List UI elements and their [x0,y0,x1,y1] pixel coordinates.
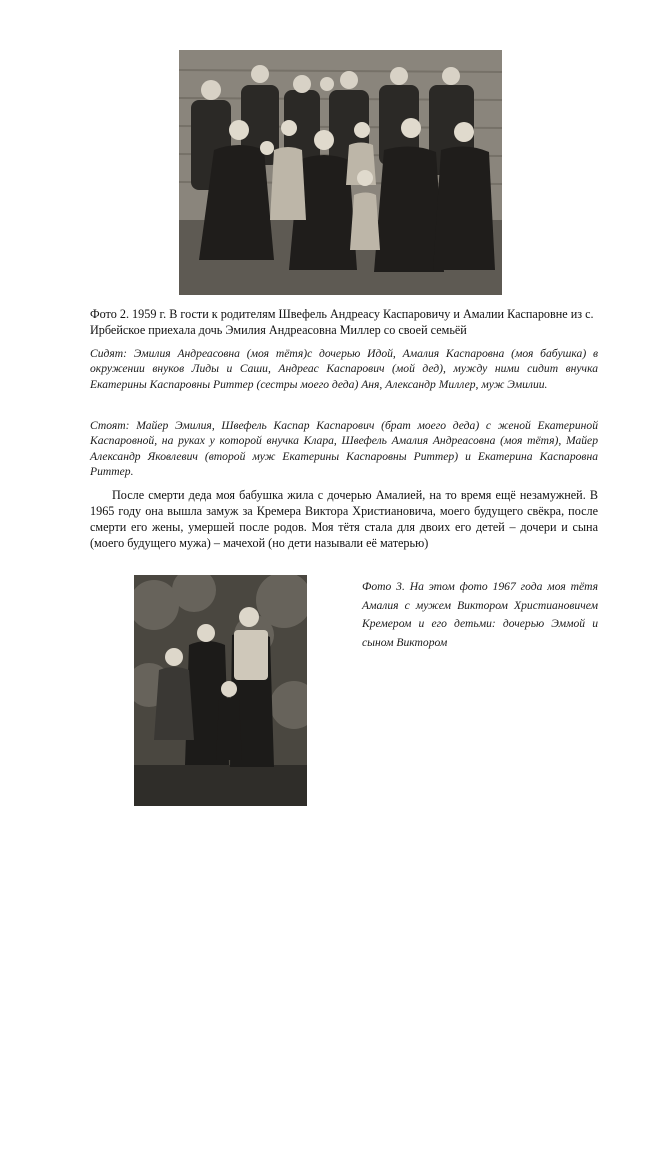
family-photo-1959 [179,50,502,295]
photo-2-caption: Фото 2. 1959 г. В гости к родителям Швефель Андреасу Каспаровичу и Амалии Каспаровне из с. Ирбейское приехала дочь Эмилия Андреасовна Миллер со своей семьёй [90,307,594,337]
body-paragraph: После смерти деда моя бабушка жила с дочерью Амалией, на то время ещё незамужней. В 1965 году она вышла замуж за Кремера Виктора Христиановича, моего будущего свёкра, после смерти его жены, умершей после родов. Моя тётя стала для двоих его детей – дочери и сына (моего будущего мужа) – мачехой (но дети называли её матерью) [90,488,598,550]
family-photo-1967-image [134,575,307,806]
photo-3-caption: Фото 3. На этом фото 1967 года моя тётя Амалия с мужем Виктором Христиановичем Кремером и его детьми: дочерью Эммой и сыном Виктором [362,580,598,649]
family-photo-1959-image [179,50,502,295]
family-photo-1967 [134,575,307,806]
photo-2-seated-description: Сидят: Эмилия Андреасовна (моя тётя)с дочерью Идой, Амалия Каспаровна (моя бабушка) в окружении внуков Лиды и Саши, Андреас Каспарович (мой дед), мужду ними сидит внучка Екатерины Каспаровны Риттер (сестры моего деда) Аня, Александр Миллер, муж Эмилии. [90,347,598,391]
photo-2-standing-description: Стоят: Майер Эмилия, Швефель Каспар Каспарович (брат моего деда) с женой Екатериной Каспаровной, на руках у которой внучка Клара, Швефель Амалия Андреасовна (моя тётя), Майер Александр Яковлевич (второй муж Екатерины Каспаровны Риттер) и Екатерина Каспаровна Риттер. [90,419,598,478]
